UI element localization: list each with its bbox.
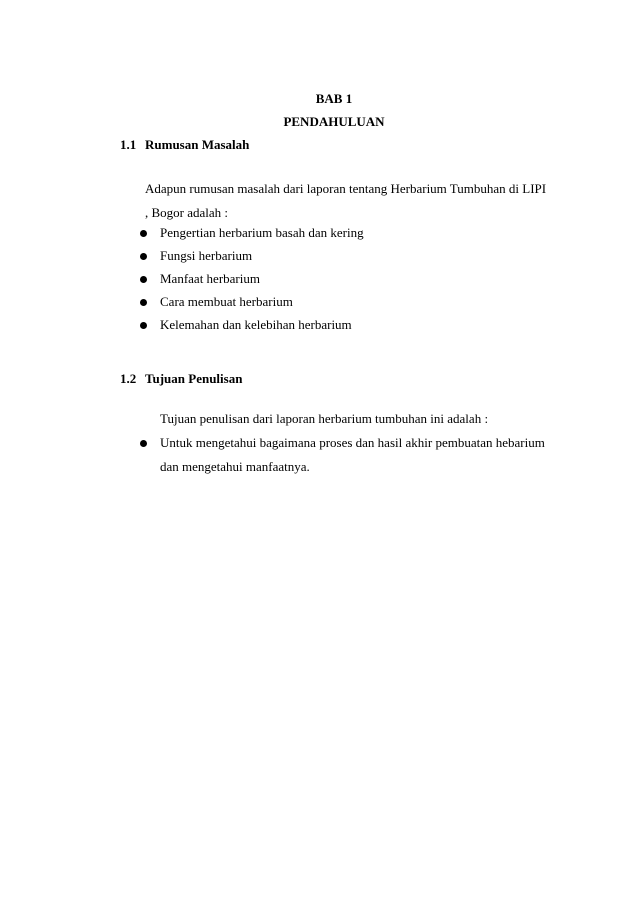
section-2-intro: Tujuan penulisan dari laporan herbarium tumbuhan ini adalah :: [160, 411, 489, 426]
section-2-heading: Tujuan Penulisan: [145, 371, 243, 386]
list-item: Manfaat herbarium: [160, 271, 260, 286]
list-item: Fungsi herbarium: [160, 248, 253, 263]
list-item: Pengertian herbarium basah dan kering: [160, 225, 364, 240]
section-2-number: 1.2: [120, 371, 137, 386]
bullet-icon: [140, 276, 147, 283]
bullet-icon: [140, 299, 147, 306]
section-1-heading: Rumusan Masalah: [145, 137, 250, 152]
section-1-intro-line1: Adapun rumusan masalah dari laporan tentang Herbarium Tumbuhan di LIPI: [145, 181, 547, 196]
bullet-icon: [140, 440, 147, 447]
list-item: Cara membuat herbarium: [160, 294, 293, 309]
section-1-number: 1.1: [120, 137, 137, 152]
section-2-item-line2: dan mengetahui manfaatnya.: [160, 459, 310, 474]
list-item: Kelemahan dan kelebihan herbarium: [160, 317, 352, 332]
section-2-item-line1: Untuk mengetahui bagaimana proses dan hasil akhir pembuatan hebarium: [160, 435, 545, 450]
chapter-label: BAB 1: [315, 91, 353, 106]
bullet-icon: [140, 253, 147, 260]
chapter-title: PENDAHULUAN: [283, 114, 385, 129]
bullet-icon: [140, 230, 147, 237]
bullet-icon: [140, 322, 147, 329]
section-1-intro-line2: , Bogor adalah :: [145, 205, 229, 220]
